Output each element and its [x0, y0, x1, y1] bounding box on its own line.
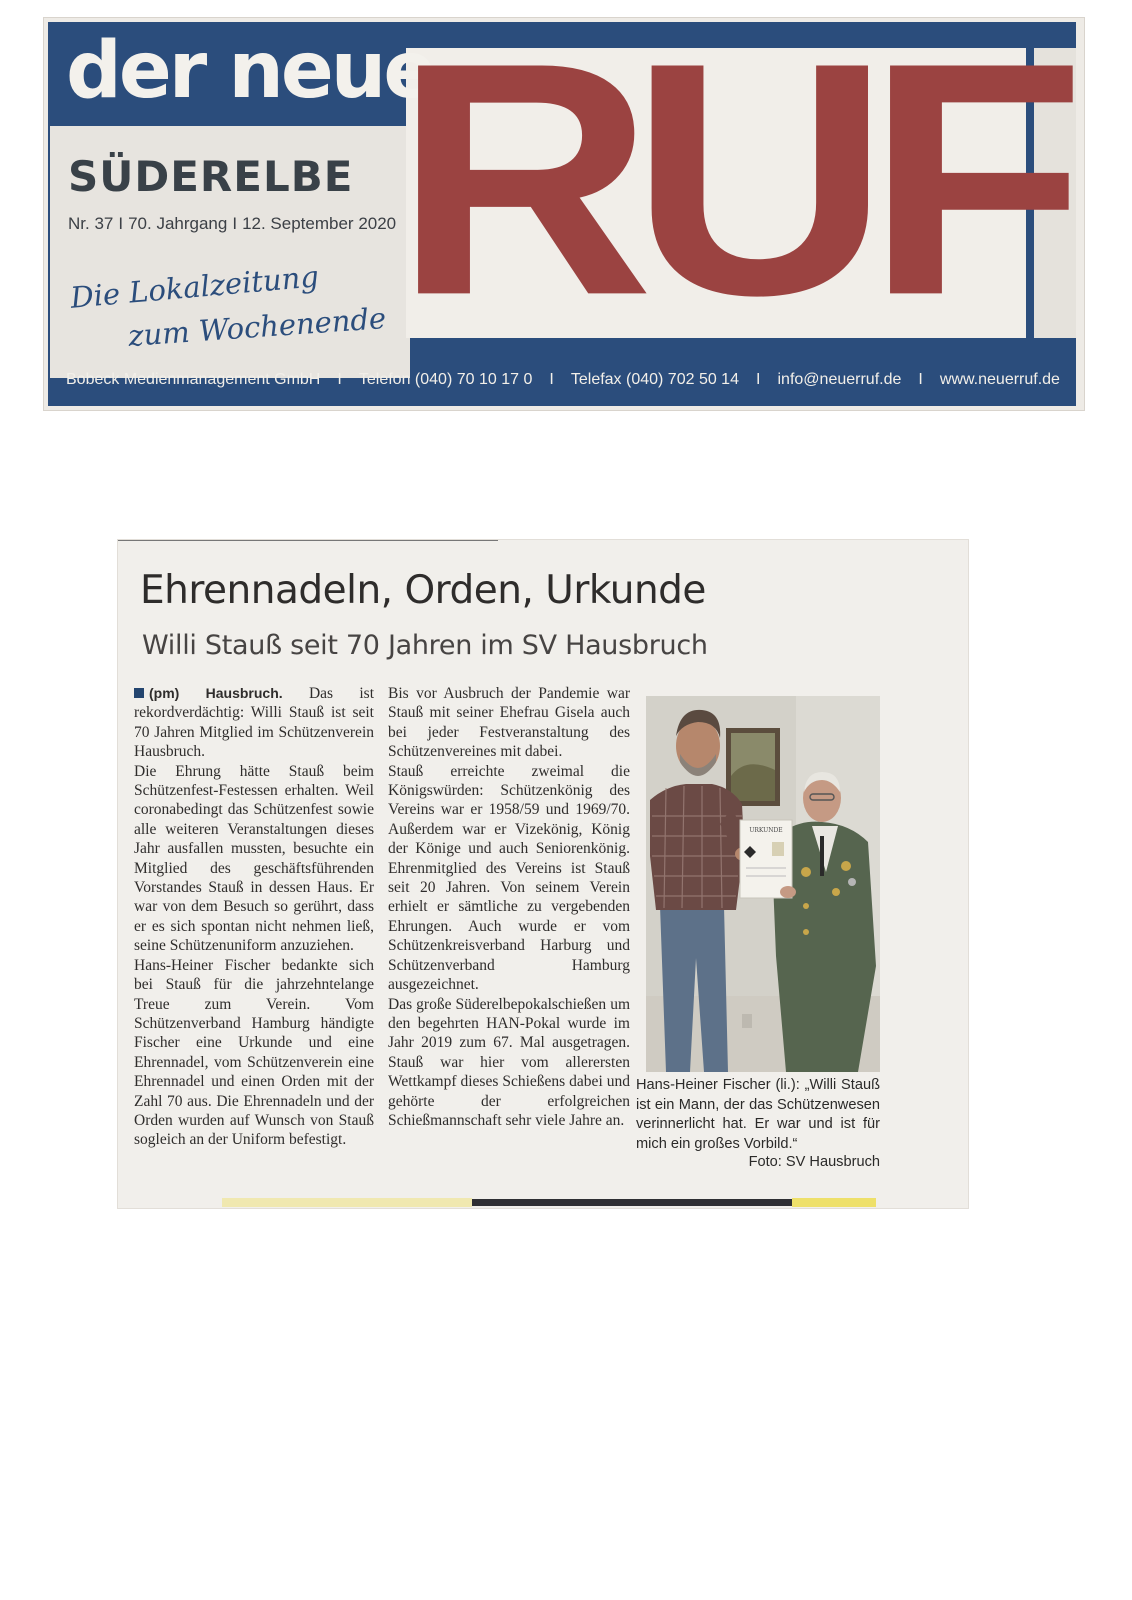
fax: Telefax (040) 702 50 14: [570, 371, 739, 388]
issue-number: Nr. 37: [68, 214, 114, 233]
article-column-1: [134, 684, 374, 1150]
email: info@neuerruf.de: [777, 371, 902, 388]
contact-separator: I: [549, 371, 554, 388]
bottom-edge-strip: [222, 1198, 876, 1207]
article-column-2: [388, 684, 630, 1130]
article-paragraph: Hans-Heiner Fischer bedankte sich bei Stauß für die jahrzehntelange Treue zum Verein. Vom Schützenverband Hamburg händigte Fischer eine Urkunde und eine Ehrennadel, vom Schützenverein eine Ehrennadel und einen Orden mit der Zahl 70 aus. Die Ehrennadeln und der Orden wurden auf Wunsch von Stauß sogleich an der Uniform befestigt.: [134, 956, 374, 1149]
article-clipping: [118, 540, 968, 1208]
masthead-logo: RUF: [394, 0, 1062, 365]
publisher: Bobeck Medienmanagement GmbH: [66, 371, 321, 388]
article-paragraph: Bis vor Ausbruch der Pandemie war Stauß mit seiner Ehefrau Gisela auch bei jeder Festveranstaltung des Schützenvereines mit dabei.: [388, 685, 630, 761]
article-paragraph: Stauß erreichte zweimal die Königswürden: Schützenkönig des Vereins war er 1958/59 und 1969/70. Außerdem war er Vizekönig, König der Könige und auch Seniorenkönig. Ehrenmitglied des Vereins ist Stauß seit 20 Jahren. Von seinem Verein erhielt er sämtliche zu vergebenden Ehrungen. Auch wurde er vom Schützenkreisverband Harburg und Schützenverband Hamburg ausgezeichnet.: [388, 762, 630, 994]
article-dateline: (pm) Hausbruch.: [149, 685, 283, 701]
slogan-line-1: Die Lokalzeitung: [68, 259, 321, 315]
strip-segment: [792, 1198, 876, 1207]
phone: Telefon (040) 70 10 17 0: [358, 371, 533, 388]
article-paragraph: [134, 684, 374, 762]
photo-illustration: [646, 696, 880, 1072]
certificate-label: URKUNDE: [749, 827, 783, 834]
article-subheadline: Willi Stauß seit 70 Jahren im SV Hausbruch: [142, 630, 708, 661]
strip-segment: [222, 1198, 472, 1207]
strip-segment: [472, 1199, 792, 1206]
contact-bar: [48, 358, 1076, 402]
masthead: [44, 0, 1084, 410]
article-intro: Das ist rekordverdächtig: Willi Stauß ist seit 70 Jahren Mitglied im Schützenverein Hausbruch.: [134, 685, 374, 761]
contact-separator: I: [337, 371, 342, 388]
article-paragraph: Das große Süderelbepokalschießen um den begehrten HAN-Pokal wurde im Jahr 2019 zum 67. Mal ausgetragen. Stauß war hier vom allerersten Wettkampf dieses Schießens dabei und gehörte der erfolgreichen Schießmannschaft sehr viele Jahre an.: [388, 995, 630, 1129]
slogan-line-2: zum Wochenende: [127, 301, 388, 353]
article-photo: [646, 696, 880, 1072]
article-paragraph: Die Ehrung hätte Stauß beim Schützenfest-Festessen erhalten. Weil coronabedingt das Schützenfest sowie alle weiteren Veranstaltungen dieses Jahr ausfallen mussten, besuchte ein Mitglied des geschäftsführenden Vorstandes Stauß in dessen Haus. Er war von dem Besuch so gerührt, dass er es sich spontan nicht nehmen ließ, seine Schützenuniform anzuziehen.: [134, 762, 374, 955]
issue-separator: I: [118, 214, 124, 233]
contact-separator: I: [918, 371, 923, 388]
masthead-region: SÜDERELBE: [68, 152, 354, 201]
website: www.neuerruf.de: [939, 371, 1060, 388]
photo-caption: Hans-Heiner Fischer (li.): „Willi Stauß ist ein Mann, der das Schützenwesen verinnerlicht hat. Er war und ist für mich ein großes Vorbild.“: [636, 1077, 880, 1152]
issue-line: [68, 214, 396, 234]
masthead-brand: der neue: [66, 26, 434, 116]
contact-separator: I: [756, 371, 761, 388]
issue-separator: I: [232, 214, 238, 233]
bullet-square-icon: [134, 688, 144, 698]
issue-volume: 70. Jahrgang: [128, 214, 228, 233]
photo-credit: Foto: SV Hausbruch: [748, 1154, 880, 1170]
issue-date: 12. September 2020: [242, 214, 397, 233]
article-headline: Ehrennadeln, Orden, Urkunde: [140, 568, 706, 613]
